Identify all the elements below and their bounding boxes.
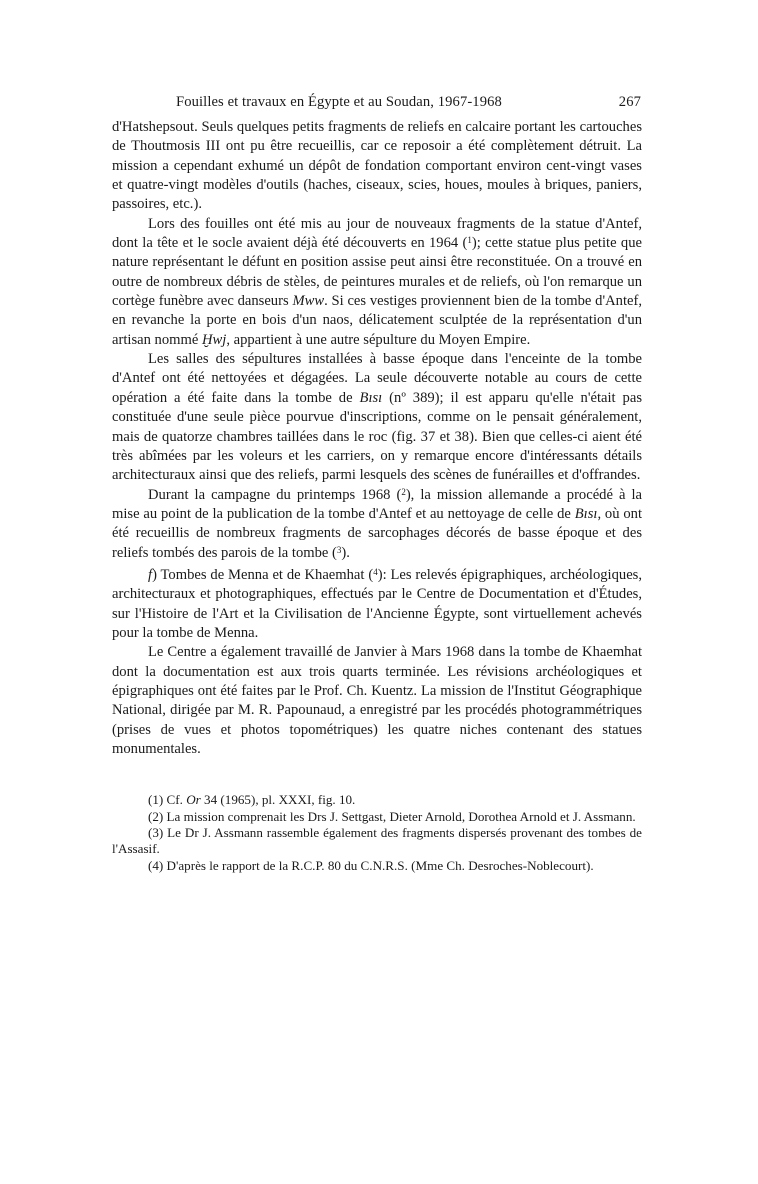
text-run: Durant la campagne du printemps 1968 ( — [148, 486, 402, 503]
paragraph-4 — [112, 486, 642, 563]
text-run: , où ont été recueillis de nombreux fragments de sarcophages décorés de basse époque et des reliefs tombés des parois de la tombe ( — [112, 505, 642, 561]
footnote-mark: (3) — [148, 824, 164, 840]
text-run: D'après le rapport de la R.C.P. 80 du C.N.R.S. (Mme Ch. Desroches-Noblecourt). — [163, 857, 594, 873]
transliteration-mww: Mww — [292, 293, 325, 310]
footnote-ref: 4 — [373, 566, 378, 577]
text-run: . Si ces vestiges proviennent bien de la tombe d'Antef, en revanche la porte en bois d'un naos, délicatement sculptée de la représentation d'un artisan nommé — [112, 293, 642, 348]
text-run: Le Dr J. Assmann rassemble également des fragments dispersés provenant des tombes de l'Assasif. — [112, 824, 642, 857]
page-number: 267 — [618, 94, 641, 110]
footnote-3 — [112, 825, 642, 858]
transliteration-bisi: Bısı — [359, 389, 383, 406]
transliteration-hwj: Ḫwj — [201, 331, 227, 348]
book-page — [112, 94, 642, 874]
paragraph-3 — [112, 350, 642, 485]
footnote-mark: (4) — [148, 857, 164, 873]
text-run: Les salles des sépultures installées à basse époque dans l'enceinte de la tombe d'Antef ont été nettoyées et dégagées. La seule découverte notable au cours de cette opération a été faite dans la tombe de — [112, 351, 642, 406]
footnotes — [112, 792, 642, 873]
running-head — [112, 94, 642, 118]
text-run: ). — [341, 544, 350, 561]
footnote-ref: 2 — [401, 486, 406, 497]
footnote-mark: (2) — [148, 808, 164, 824]
text-run: ); cette statue plus petite que nature représentant le défunt en position assise peut ainsi être reconstituée. On a trouvé en outre de nombreux débris de stèles, de peintures murales et de reliefs, où l'on remarque un cortège funèbre avec danseurs — [112, 235, 642, 310]
text-run: Cf. — [163, 792, 187, 808]
text-run: 34 (1965), pl. XXXI, fig. 10. — [200, 792, 356, 808]
footnote-4 — [112, 858, 642, 874]
footnote-1 — [112, 792, 642, 808]
footnote-ref: 3 — [336, 544, 342, 555]
text-run: ) Tombes de Menna et de Khaemhat ( — [152, 566, 374, 583]
running-title: Fouilles et travaux en Égypte et au Soudan, 1967-1968 — [176, 94, 502, 110]
text-run: La mission comprenait les Drs J. Settgast, Dieter Arnold, Dorothea Arnold et J. Assmann. — [163, 808, 636, 824]
paragraph-6: Le Centre a également travaillé de Janvier à Mars 1968 dans la tombe de Khaemhat dont la documentation est aux trois quarts terminée. Les révisions archéologiques et épigraphiques ont été faites par le Prof. Ch. Kuentz. La mission de l'Institut Géographique National, dirigée par M. R. Papounaud, a enregistré par les procédés photogrammétriques (prises de vues et photos topométriques) les quatre niches contenant des statues monumentales. — [112, 644, 642, 757]
text-run: (nº 389); il est apparu qu'elle n'était pas constituée d'une seule pièce pourvue d'inscriptions, comme on le pensait généralement, mais de quatorze chambres taillées dans le roc (fig. 37 et 38). Bien que celles-ci aient été très abîmées par les voleurs et les carriers, on y remarque encore d'intéressants détails architecturaux ainsi que des reliefs, parmi lesquels des scènes de funérailles et d'offrandes. — [112, 389, 642, 484]
text-run: ), la mission allemande a procédé à la mise au point de la publication de la tombe d'Antef et au nettoyage de celle de — [112, 486, 642, 522]
text-run: , appartient à une autre sépulture du Moyen Empire. — [226, 331, 531, 348]
journal-abbrev: Or — [186, 792, 201, 808]
footnote-ref: 1 — [467, 235, 472, 246]
footnote-2 — [112, 809, 642, 825]
text-run: Lors des fouilles ont été mis au jour de nouveaux fragments de la statue d'Antef, dont la tête et le socle avaient déjà été découverts en 1964 ( — [112, 215, 642, 252]
paragraph-2 — [112, 215, 642, 350]
paragraph-5 — [112, 566, 642, 643]
footnote-mark: (1) — [148, 792, 164, 808]
paragraph-1: d'Hatshepsout. Seuls quelques petits fragments de reliefs en calcaire portant les cartouches de Thoutmosis III ont pu être recueillis, car ce reposoir a été complètement détruit. La mission a cependant exhumé un dépôt de fondation comportant environ cent-vingt vases et quatre-vingt modèles d'outils (haches, ciseaux, scies, houes, moules à briques, paniers, passoires, etc.). — [112, 119, 642, 213]
body-text — [112, 118, 642, 759]
section-letter: f — [148, 566, 153, 583]
text-run: ): Les relevés épigraphiques, archéologiques, architecturaux et photographiques, effectués par le Centre de Documentation et d'Études, sur l'Histoire de l'Art et la Civilisation de l'Ancienne Égypte, sont virtuellement achevés pour la tombe de Menna. — [112, 566, 642, 641]
transliteration-bisi: Bısı — [574, 505, 598, 522]
